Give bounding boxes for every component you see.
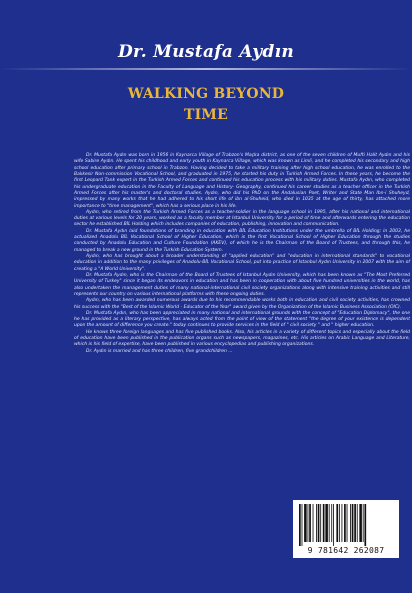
book-title-line-1: WALKING BEYOND	[127, 86, 285, 102]
bio-paragraph: Aydın, who has brought about a broader understanding of "applied education" and "education in international standards" to vocational education in addition to the many privileges of Anadolu-BİL Vocational School, put into practice of Istanbul Aydın University in 2007 with the aim of creating a "A World University".	[74, 254, 410, 272]
barcode-icon	[297, 504, 395, 546]
bio-paragraph: Dr. Mustafa Aydın, who has been appreciated in many national and international grounds with the concept of "Education Diplomacy", the one he has provided as a literary perspective, has always acted from the point of view of the statement "the degree of your existence is dependent upon the amount of difference you create." today continues to provide services in the field of " civil society " and " higher education.	[74, 310, 410, 329]
author-biography	[74, 153, 410, 355]
gold-divider	[0, 68, 412, 70]
bio-paragraph: Dr. Mustafa Aydın, who is the Chairman of the Board of Trustees of Istanbul Aydın University, which has been known as "The Most Preferred University of Turkey" since it began its endeavors in education and has been in cooperation with about five hundred universities in the world, has also undertaken the management duties of many national-international civil society organizations along with intensive training activities and still represents our country on various international platforms with these ongoing duties.	[74, 272, 410, 297]
bio-paragraph: He knows three foreign languages and has five published books. Also, his articles in a variety of different topics and especially about the field of education have been published in the publication organs such as newspapers, magazines, etc. His articles on Arabic Language and Literature, which is his field of expertise, have been published in various encyclopedias and publishing organizations.	[74, 329, 410, 348]
isbn-barcode	[293, 500, 399, 558]
bio-paragraph: Dr. Mustafa Aydın laid foundations of branding in education with BİL Education Institutions under the umbrella of BİL Holding; in 2003, he actualized Anadolu BİL Vocational School of Higher Education, which is the first Vocational School of Higher Education through the studies conducted by Anadolu Education and Culture Foundation (AKEV), of which he is the Chairman of the Board of Trustees, and through this, he managed to break a new ground in the Turkish Education System.	[74, 228, 410, 253]
bio-paragraph: Dr. Mustafa Aydın was born in 1956 in Kaynarca Village of Trabzon's Maçka district, as one of the seven children of Mufti Halit Aydın and his wife Sabire Aydın. He spent his childhood and early youth in Kaynarca Village, which was known as Limli, and he completed his secondary and high school education after primary school in Trabzon. Having decided to take a military training after high school education, he was enrolled to the Balıkesir Non-commission Vocational School, and graduated in 1975, he started his duty in Turkish Armed Forces. In these years, he become the first Leopard Tank expert in the Turkish Armed Forces and continued his education process with his military duties. Mustafa Aydın, who completed his undergraduate education in the Faculty of Language and History- Geography, continued his career studies as a teacher officer in the Turkish Armed Forces after his master's and doctoral studies. Aydın, who did his PhD on the Andalusian Poet, Writer and State Man Ibn-i Shuheyd, impressed by many works that he had adhered to his short life of ibn al-Shuheid, who died in 1035 at the age of thirty, has attached more importance to "time management", which has a serious place in his life.	[74, 153, 410, 209]
book-title	[0, 84, 412, 126]
isbn-number: 9 781642 262087	[307, 546, 385, 555]
book-title-line-2: TIME	[184, 107, 228, 123]
bio-paragraph: Aydın, who has been awarded numerous awards due to his recommendable works both in education and civil society activities, has crowned his success with the "Best of the Islamic World - Educator of the Year" award given by the Organization of the Islamic Business Association (OIC).	[74, 298, 410, 310]
author-name: Dr. Mustafa Aydın	[117, 42, 295, 62]
bio-paragraph: Dr. Aydın is married and has three children, five grandchildren ...	[86, 348, 233, 354]
bio-paragraph: Aydın, who retired from the Turkish Armed Forces as a teacher-soldier in the language school in 1995, after his national and international duties at various levels for 20 years, worked as a faculty member at Istanbul University for a period of time and afterwards entering the education sector he established BİL Holding which includes companies of education, publishing, innovation and communication.	[74, 209, 410, 228]
